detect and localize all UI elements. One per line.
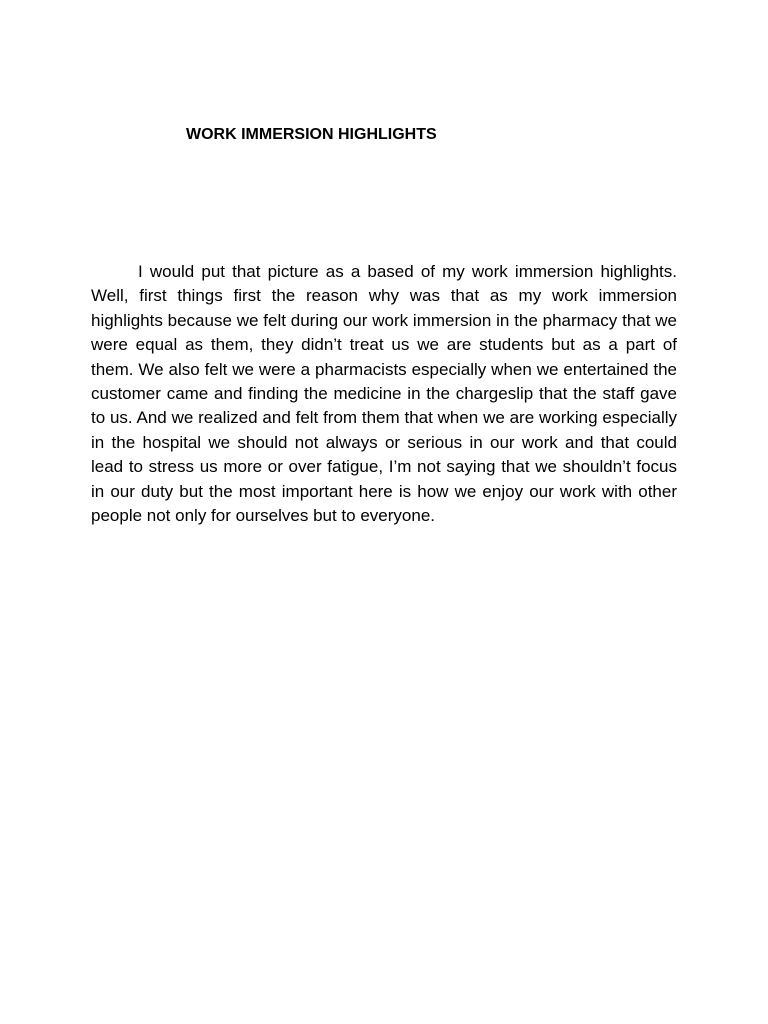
body-paragraph: I would put that picture as a based of my work immersion highlights. Well, first things first the reason why was that as my work immersion highlights because we felt during our work immersion in the pharmacy that we were equal as them, they didn’t treat us we are students but as a part of them. We also felt we were a pharmacists especially when we entertained the customer came and finding the medicine in the chargeslip that the staff gave to us. And we realized and felt from them that when we are working especially in the hospital we should not always or serious in our work and that could lead to stress us more or over fatigue, I’m not saying that we shouldn’t focus in our duty but the most important here is how we enjoy our work with other people not only for ourselves but to everyone. — [91, 262, 677, 526]
document-title: WORK IMMERSION HIGHLIGHTS — [186, 126, 437, 143]
